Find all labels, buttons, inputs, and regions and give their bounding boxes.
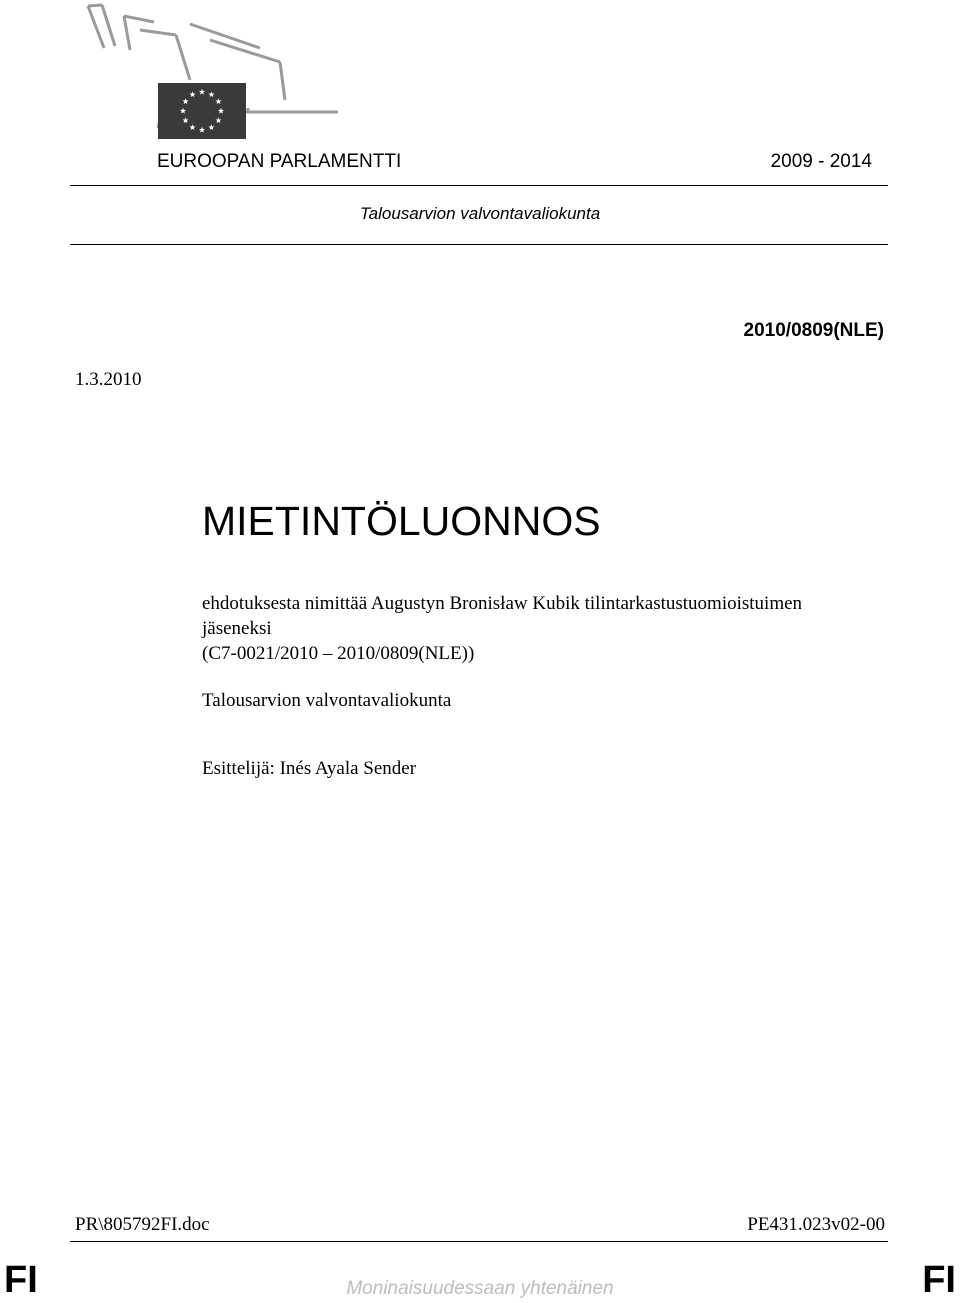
parliamentary-term: 2009 - 2014 bbox=[770, 151, 872, 172]
language-code-left: FI bbox=[4, 1259, 38, 1301]
european-parliament-logo bbox=[80, 0, 350, 150]
committee-header: Talousarvion valvontavaliokunta bbox=[359, 204, 601, 223]
committee-name: Talousarvion valvontavaliokunta bbox=[202, 690, 452, 711]
subject-line: (C7-0021/2010 – 2010/0809(NLE)) bbox=[202, 643, 475, 664]
subject-line: ehdotuksesta nimittää Augustyn Bronisław Kubik tilintarkastustuomioistuimen bbox=[202, 593, 803, 614]
pe-number: PE431.023v02-00 bbox=[747, 1214, 885, 1235]
header-rule-bottom bbox=[70, 244, 888, 245]
subject-block bbox=[202, 591, 902, 666]
procedure-reference: 2010/0809(NLE) bbox=[743, 320, 884, 341]
organization-name: EUROOPAN PARLAMENTTI bbox=[157, 151, 402, 172]
rapporteur: Esittelijä: Inés Ayala Sender bbox=[202, 758, 417, 779]
eu-motto: Moninaisuudessaan yhtenäinen bbox=[346, 1278, 614, 1299]
file-name: PR\805792FI.doc bbox=[75, 1214, 210, 1235]
language-code-right: FI bbox=[922, 1259, 956, 1301]
document-date: 1.3.2010 bbox=[75, 369, 142, 390]
document-type-title: MIETINTÖLUONNOS bbox=[202, 498, 601, 544]
subject-line: jäseneksi bbox=[202, 618, 272, 639]
footer-rule bbox=[70, 1241, 888, 1242]
header-rule-top bbox=[70, 185, 888, 186]
